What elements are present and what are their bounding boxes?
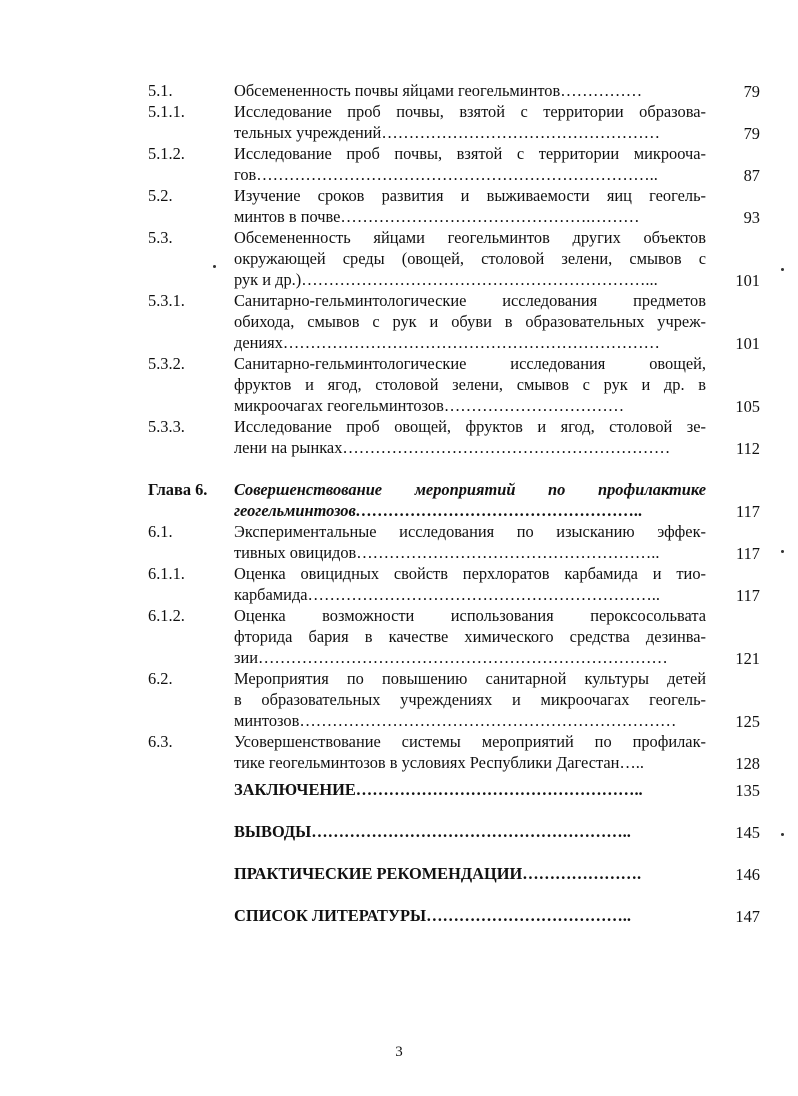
section-number: 5.1.2. <box>148 144 185 163</box>
entry-title-line: геогельминтозов…………………………………………….. <box>234 501 643 520</box>
section-number: 6.1.2. <box>148 606 185 625</box>
entry-title-line: ВЫВОДЫ………………………………………………….. <box>234 822 631 841</box>
entry-title-line: тивных овицидов……………………………………………….. <box>234 543 660 562</box>
entry-title <box>234 863 706 884</box>
page-number: 3 <box>395 1044 403 1060</box>
entry-title-line: Изучение сроков развития и выживаемости яиц геогель- <box>234 186 706 205</box>
entry-title-line: Оценка овицидных свойств перхлоратов карбамида и тио- <box>234 564 706 583</box>
entry-title-line: обихода, смывов с рук и обуви в образовательных учреж- <box>234 312 706 331</box>
page-ref: 117 <box>736 586 760 605</box>
section-number: 6.1. <box>148 522 173 541</box>
entry-title <box>234 605 706 668</box>
page-ref: 105 <box>735 397 760 416</box>
entry-title-line: Санитарно-гельминтологические исследования овощей, <box>234 354 706 373</box>
page-ref: 117 <box>736 502 760 521</box>
page-ref: 87 <box>743 166 760 185</box>
section-number: 6.3. <box>148 732 173 751</box>
page-ref: 117 <box>736 544 760 563</box>
entry-title-line: ЗАКЛЮЧЕНИЕ…………………………………………….. <box>234 780 643 799</box>
entry-title-line: окружающей среды (овощей, столовой зелени, смывов с <box>234 249 706 268</box>
section-number: 5.3.1. <box>148 291 185 310</box>
entry-title-line: минтов в почве……………………………………….……… <box>234 207 640 226</box>
scan-speck <box>781 833 784 836</box>
page-ref: 121 <box>735 649 760 668</box>
section-number: 5.1. <box>148 81 173 100</box>
entry-title-line: тике геогельминтозов в условиях Республики Дагестан….. <box>234 753 645 772</box>
entry-title <box>234 668 706 731</box>
entry-title-line: в образовательных учреждениях и микроочагах геогель- <box>234 690 706 709</box>
entry-title-line: тельных учреждений…………………………………………… <box>234 123 660 142</box>
scan-speck <box>213 265 216 268</box>
entry-title-line: СПИСОК ЛИТЕРАТУРЫ……………………………….. <box>234 906 631 925</box>
page-ref: 93 <box>743 208 760 227</box>
entry-title <box>234 479 706 521</box>
entry-title <box>234 905 706 926</box>
entry-title-line: Исследование проб почвы, взятой с территории микроочa- <box>234 144 706 163</box>
page-ref: 101 <box>735 334 760 353</box>
entry-title <box>234 80 706 101</box>
entry-title-line: Совершенствование мероприятий по профилактике <box>234 480 706 499</box>
entry-title <box>234 101 706 143</box>
entry-title <box>234 353 706 416</box>
entry-title-line: Усовершенствование системы мероприятий по профилак- <box>234 732 706 751</box>
entry-title <box>234 563 706 605</box>
entry-title <box>234 416 706 458</box>
entry-title-line: фруктов и ягод, столовой зелени, смывов с рук и др. в <box>234 375 706 394</box>
entry-title <box>234 143 706 185</box>
entry-title-line: зии………………………………………………………………… <box>234 648 668 667</box>
page-ref: 135 <box>735 781 760 800</box>
entry-title-line: Обсемененность почвы яйцами геогельминтов…………… <box>234 81 643 100</box>
entry-title-line: микроочагах геогельминтозов…………………………… <box>234 396 625 415</box>
page-ref: 128 <box>735 754 760 773</box>
section-number: 5.3.2. <box>148 354 185 373</box>
entry-title-line: Экспериментальные исследования по изысканию эффек- <box>234 522 706 541</box>
section-number: 6.2. <box>148 669 173 688</box>
entry-title <box>234 821 706 842</box>
section-number: 5.2. <box>148 186 173 205</box>
section-number: Глава 6. <box>148 480 208 499</box>
entry-title-line: рук и др.)………………………………………………………... <box>234 270 658 289</box>
entry-title <box>234 521 706 563</box>
entry-title-line: дениях…………………………………………………………… <box>234 333 660 352</box>
entry-title-line: карбамида……………………………………………………….. <box>234 585 660 604</box>
scan-speck <box>781 268 784 271</box>
entry-title-line: Исследование проб овощей, фруктов и ягод, столовой зе- <box>234 417 706 436</box>
page-ref: 101 <box>735 271 760 290</box>
page-ref: 147 <box>735 907 760 926</box>
entry-title <box>234 185 706 227</box>
page-ref: 145 <box>735 823 760 842</box>
section-number: 5.3.3. <box>148 417 185 436</box>
entry-title-line: Исследование проб почвы, взятой с территории образова- <box>234 102 706 121</box>
entry-title-line: Мероприятия по повышению санитарной культуры детей <box>234 669 706 688</box>
entry-title-line: гов……………………………………………………………….. <box>234 165 658 184</box>
entry-title <box>234 731 706 773</box>
entry-title-line: минтозов…………………………………………………………… <box>234 711 677 730</box>
entry-title-line: Оценка возможности использования пероксосольвата <box>234 606 706 625</box>
section-number: 6.1.1. <box>148 564 185 583</box>
scan-speck <box>781 550 784 553</box>
entry-title-line: фторида бария в качестве химического средства дезинва- <box>234 627 706 646</box>
page-ref: 112 <box>736 439 760 458</box>
entry-title <box>234 227 706 290</box>
entry-title-line: Санитарно-гельминтологические исследования предметов <box>234 291 706 310</box>
entry-title <box>234 290 706 353</box>
page-ref: 146 <box>735 865 760 884</box>
entry-title <box>234 779 706 800</box>
entry-title-line: лени на рынках…………………………………………………… <box>234 438 671 457</box>
page-ref: 79 <box>743 124 760 143</box>
entry-title-line: Обсемененность яйцами геогельминтов других объектов <box>234 228 706 247</box>
entry-title-line: ПРАКТИЧЕСКИЕ РЕКОМЕНДАЦИИ…………………. <box>234 864 642 883</box>
section-number: 5.1.1. <box>148 102 185 121</box>
section-number: 5.3. <box>148 228 173 247</box>
page-ref: 125 <box>735 712 760 731</box>
page-ref: 79 <box>743 82 760 101</box>
